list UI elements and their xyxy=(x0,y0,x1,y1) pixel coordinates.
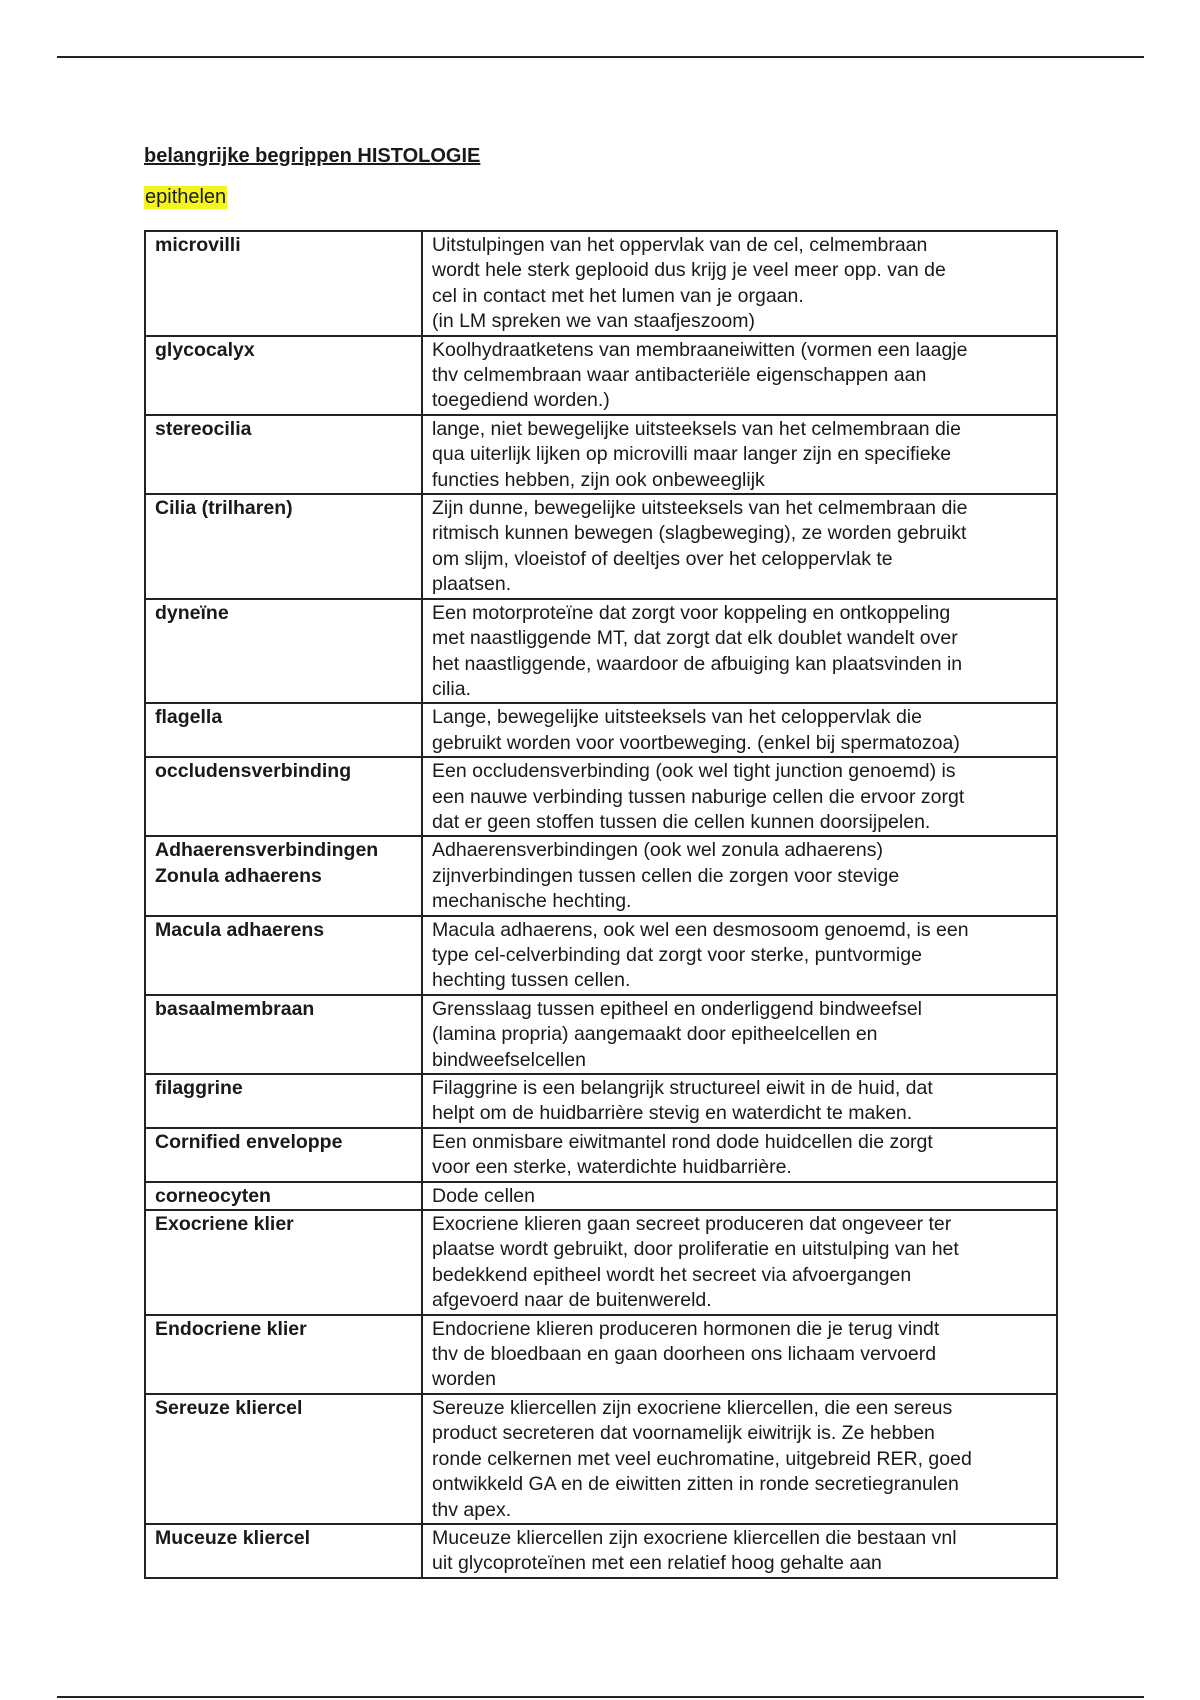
table-row xyxy=(145,1210,1057,1315)
definition-cell: lange, niet bewegelijke uitsteeksels van het celmembraan die qua uiterlijk lijken op microvilli maar langer zijn en specifieke functies hebben, zijn ook onbeweeglijk xyxy=(422,415,1057,494)
terms-table xyxy=(144,230,1058,1579)
definition-cell: Een onmisbare eiwitmantel rond dode huidcellen die zorgt voor een sterke, waterdichte huidbarrière. xyxy=(422,1128,1057,1182)
term-cell: Exocriene klier xyxy=(145,1210,422,1315)
term-cell: flagella xyxy=(145,703,422,757)
table-row xyxy=(145,995,1057,1074)
table-row xyxy=(145,836,1057,915)
definition-cell: Filaggrine is een belangrijk structureel eiwit in de huid, dat helpt om de huidbarrière stevig en waterdicht te maken. xyxy=(422,1074,1057,1128)
table-row xyxy=(145,1394,1057,1524)
terms-table-body xyxy=(145,231,1057,1578)
table-row xyxy=(145,703,1057,757)
definition-cell: Macula adhaerens, ook wel een desmosoom genoemd, is een type cel-celverbinding dat zorgt voor sterke, puntvormige hechting tussen cellen. xyxy=(422,916,1057,995)
table-row xyxy=(145,599,1057,704)
table-row xyxy=(145,1524,1057,1578)
term-cell: glycocalyx xyxy=(145,336,422,415)
definition-cell: Endocriene klieren produceren hormonen die je terug vindt thv de bloedbaan en gaan doorheen ons lichaam vervoerd worden xyxy=(422,1315,1057,1394)
definition-cell: Uitstulpingen van het oppervlak van de cel, celmembraan wordt hele sterk geplooid dus krijg je veel meer opp. van de cel in contact met het lumen van je orgaan. (in LM spreken we van staafjeszoom) xyxy=(422,231,1057,336)
term-cell: occludensverbinding xyxy=(145,757,422,836)
definition-cell: Een occludensverbinding (ook wel tight junction genoemd) is een nauwe verbinding tussen naburige cellen die ervoor zorgt dat er geen stoffen tussen die cellen kunnen doorsijpelen. xyxy=(422,757,1057,836)
term-cell: Endocriene klier xyxy=(145,1315,422,1394)
table-row xyxy=(145,1074,1057,1128)
term-cell: Cilia (trilharen) xyxy=(145,494,422,599)
table-row xyxy=(145,494,1057,599)
definition-cell: Een motorproteïne dat zorgt voor koppeling en ontkoppeling met naastliggende MT, dat zorgt dat elk doublet wandelt over het naastliggende, waardoor de afbuiging kan plaatsvinden in cilia. xyxy=(422,599,1057,704)
table-row xyxy=(145,1182,1057,1210)
term-cell: dyneïne xyxy=(145,599,422,704)
definition-cell: Sereuze kliercellen zijn exocriene kliercellen, die een sereus product secreteren dat voornamelijk eiwitrijk is. Ze hebben ronde celkernen met veel euchromatine, uitgebreid RER, goed ontwikkeld GA en de eiwitten zitten in ronde secretiegranulen thv apex. xyxy=(422,1394,1057,1524)
header-rule xyxy=(57,56,1144,58)
section-heading-highlighted: epithelen xyxy=(145,186,227,208)
document-title: belangrijke begrippen HISTOLOGIE xyxy=(144,145,481,167)
definition-cell: Lange, bewegelijke uitsteeksels van het celoppervlak die gebruikt worden voor voortbeweging. (enkel bij spermatozoa) xyxy=(422,703,1057,757)
term-cell: corneocyten xyxy=(145,1182,422,1210)
definition-cell: Dode cellen xyxy=(422,1182,1057,1210)
term-cell: Muceuze kliercel xyxy=(145,1524,422,1578)
definition-cell: Exocriene klieren gaan secreet produceren dat ongeveer ter plaatse wordt gebruikt, door proliferatie en uitstulping van het bedekkend epitheel wordt het secreet via afvoergangen afgevoerd naar de buitenwereld. xyxy=(422,1210,1057,1315)
term-cell: microvilli xyxy=(145,231,422,336)
definition-cell: Grensslaag tussen epitheel en onderliggend bindweefsel (lamina propria) aangemaakt door epitheelcellen en bindweefselcellen xyxy=(422,995,1057,1074)
table-row xyxy=(145,916,1057,995)
definition-cell: Zijn dunne, bewegelijke uitsteeksels van het celmembraan die ritmisch kunnen bewegen (slagbeweging), ze worden gebruikt om slijm, vloeistof of deeltjes over het celoppervlak te plaatsen. xyxy=(422,494,1057,599)
term-cell: Sereuze kliercel xyxy=(145,1394,422,1524)
term-cell: basaalmembraan xyxy=(145,995,422,1074)
table-row xyxy=(145,757,1057,836)
term-cell: stereocilia xyxy=(145,415,422,494)
term-cell: Adhaerensverbindingen Zonula adhaerens xyxy=(145,836,422,915)
term-cell: filaggrine xyxy=(145,1074,422,1128)
definition-cell: Adhaerensverbindingen (ook wel zonula adhaerens) zijnverbindingen tussen cellen die zorgen voor stevige mechanische hechting. xyxy=(422,836,1057,915)
footer-rule xyxy=(57,1696,1144,1698)
table-row xyxy=(145,1315,1057,1394)
table-row xyxy=(145,231,1057,336)
table-row xyxy=(145,415,1057,494)
definition-cell: Muceuze kliercellen zijn exocriene kliercellen die bestaan vnl uit glycoproteïnen met een relatief hoog gehalte aan xyxy=(422,1524,1057,1578)
term-cell: Cornified enveloppe xyxy=(145,1128,422,1182)
term-cell: Macula adhaerens xyxy=(145,916,422,995)
definition-cell: Koolhydraatketens van membraaneiwitten (vormen een laagje thv celmembraan waar antibacteriële eigenschappen aan toegediend worden.) xyxy=(422,336,1057,415)
table-row xyxy=(145,336,1057,415)
table-row xyxy=(145,1128,1057,1182)
